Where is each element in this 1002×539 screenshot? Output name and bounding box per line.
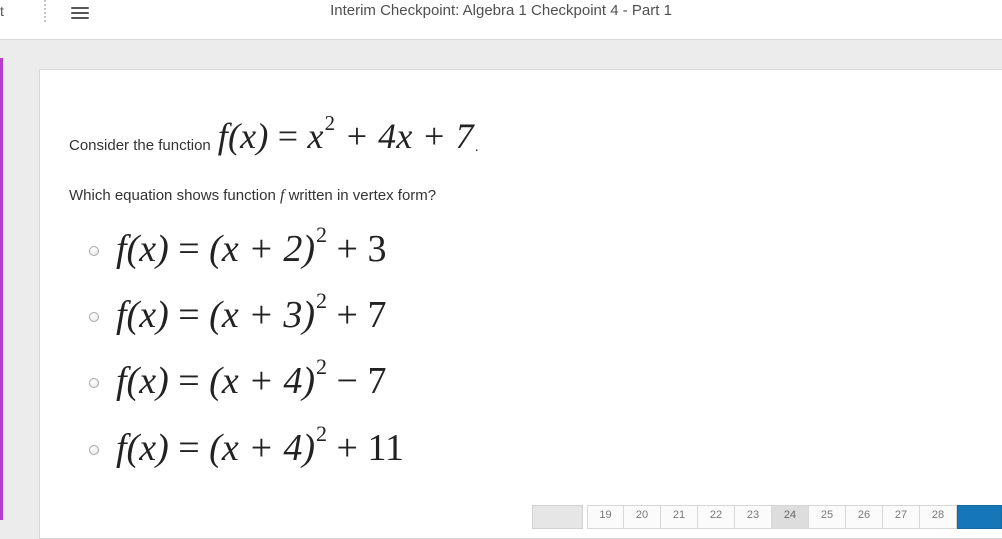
option-1-equals: = bbox=[178, 227, 200, 270]
page-button-28[interactable]: 28 bbox=[920, 505, 957, 529]
function-base: x bbox=[307, 116, 324, 156]
option-3-equation bbox=[116, 353, 387, 406]
option-1-lhs: f(x) bbox=[116, 227, 169, 270]
option-3-tail: − 7 bbox=[336, 359, 387, 402]
page-button-20[interactable]: 20 bbox=[624, 505, 661, 529]
radio-button-icon[interactable] bbox=[89, 445, 99, 455]
function-expression bbox=[217, 111, 474, 161]
next-button[interactable] bbox=[957, 505, 1002, 529]
option-4-equation bbox=[116, 420, 405, 473]
function-equals: = bbox=[277, 116, 299, 156]
page-button-19[interactable]: 19 bbox=[587, 505, 624, 529]
option-1-tail: + 3 bbox=[336, 227, 387, 270]
option-4-exponent: 2 bbox=[316, 420, 328, 446]
radio-button-icon[interactable] bbox=[89, 312, 99, 322]
top-toolbar bbox=[0, 0, 1002, 40]
option-3-exponent: 2 bbox=[316, 353, 328, 379]
left-toolbar-text: t bbox=[0, 3, 4, 19]
option-4-group: (x + 4) bbox=[209, 426, 315, 469]
prompt-variable: f bbox=[279, 187, 285, 204]
prompt-after: written in vertex form? bbox=[288, 187, 437, 204]
radio-button-icon[interactable] bbox=[89, 378, 99, 388]
question-pagination bbox=[532, 505, 957, 525]
page-button-22[interactable]: 22 bbox=[698, 505, 735, 529]
option-2-exponent: 2 bbox=[316, 287, 328, 313]
radio-button-icon[interactable] bbox=[89, 246, 99, 256]
page-button-25[interactable]: 25 bbox=[809, 505, 846, 529]
page-button-26[interactable]: 26 bbox=[846, 505, 883, 529]
question-stem bbox=[69, 111, 479, 161]
option-3-equals: = bbox=[178, 359, 200, 402]
option-1-exponent: 2 bbox=[316, 221, 328, 247]
page-button-23[interactable]: 23 bbox=[735, 505, 772, 529]
question-period: . bbox=[474, 138, 479, 155]
option-2-equation bbox=[116, 287, 387, 340]
prompt-before: Which equation shows function bbox=[69, 187, 276, 204]
answer-option-4[interactable] bbox=[89, 420, 509, 474]
option-2-equals: = bbox=[178, 293, 200, 336]
question-prefix: Consider the function bbox=[69, 137, 211, 154]
previous-page-button[interactable] bbox=[532, 505, 583, 529]
option-4-tail: + 11 bbox=[336, 426, 405, 469]
answer-option-1[interactable] bbox=[89, 221, 509, 275]
option-3-group: (x + 4) bbox=[209, 359, 315, 402]
left-accent-strip bbox=[0, 58, 3, 520]
page-button-21[interactable]: 21 bbox=[661, 505, 698, 529]
question-prompt bbox=[69, 186, 436, 206]
answer-option-2[interactable] bbox=[89, 287, 509, 341]
function-lhs: f(x) bbox=[217, 116, 269, 156]
option-2-tail: + 7 bbox=[336, 293, 387, 336]
option-3-lhs: f(x) bbox=[116, 359, 169, 402]
option-1-group: (x + 2) bbox=[209, 227, 315, 270]
page-button-24[interactable]: 24 bbox=[772, 505, 809, 529]
function-rest: + 4x + 7 bbox=[344, 116, 474, 156]
option-4-lhs: f(x) bbox=[116, 426, 169, 469]
answer-option-3[interactable] bbox=[89, 353, 509, 407]
option-1-equation bbox=[116, 221, 387, 274]
function-exponent: 2 bbox=[324, 111, 336, 136]
page-title: Interim Checkpoint: Algebra 1 Checkpoint 4 - Part 1 bbox=[330, 2, 672, 19]
option-2-lhs: f(x) bbox=[116, 293, 169, 336]
page-button-27[interactable]: 27 bbox=[883, 505, 920, 529]
option-4-equals: = bbox=[178, 426, 200, 469]
option-2-group: (x + 3) bbox=[209, 293, 315, 336]
